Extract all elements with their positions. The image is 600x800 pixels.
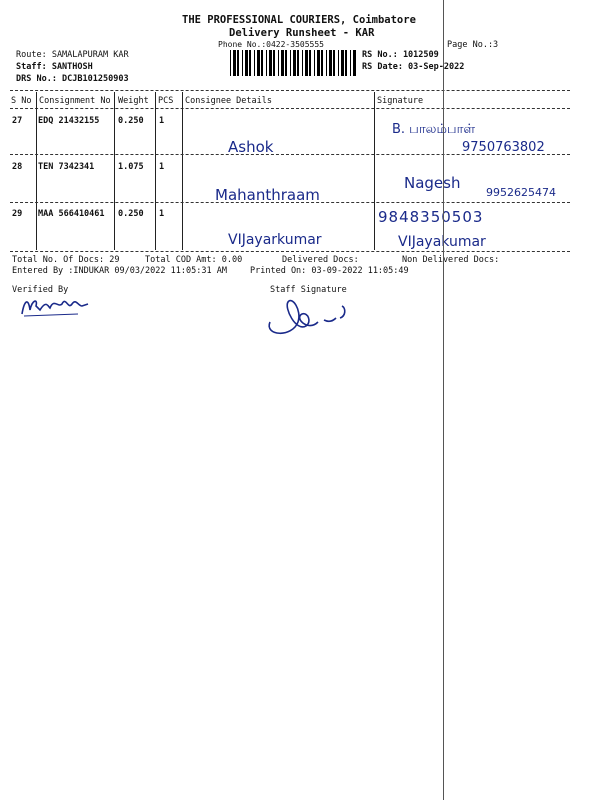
row-consignee-handwritten: VIJayarkumar [228,232,322,248]
page-number: Page No.:3 [447,40,499,50]
col-sep [182,92,183,250]
barcode-bar [230,50,231,76]
row-sno: 28 [12,162,23,172]
row-consignment: TEN 7342341 [38,162,95,172]
total-cod: Total COD Amt: 0.00 [145,255,243,265]
barcode-bar [317,50,320,76]
barcode-bar [314,50,315,76]
barcode-bar [269,50,272,76]
row-signature-line1: 9848350503 [378,208,484,226]
barcode-bar [353,50,356,76]
runsheet-subtitle: Delivery Runsheet - KAR [229,27,375,39]
route: Route: SAMALAPURAM KAR [16,50,129,60]
barcode-bar [290,50,291,76]
col-sep [36,92,37,250]
col-header-signature: Signature [377,96,424,106]
row-sno: 27 [12,116,23,126]
barcode-bar [233,50,236,76]
header-rule-top [10,90,570,91]
barcode-bar [293,50,296,76]
col-header-sno: S No [11,96,32,106]
barcode-bar [249,50,251,76]
col-sep [374,92,375,250]
verified-by-label: Verified By [12,285,69,295]
barcode-bar [261,50,263,76]
non-delivered-docs: Non Delivered Docs: [402,255,500,265]
staff-name: Staff: SANTHOSH [16,62,93,72]
barcode-bar [257,50,260,76]
table-rule-bottom [10,251,570,252]
phone-number: Phone No.:0422-3505555 [218,40,324,49]
entered-by: Entered By :INDUKAR 09/03/2022 11:05:31 AM [12,266,227,276]
rs-number: RS No.: 1012509 [362,50,439,60]
barcode-bar [341,50,344,76]
company-title: THE PROFESSIONAL COURIERS, Coimbatore [182,14,416,26]
barcode-bar [302,50,303,76]
barcode-bar [305,50,308,76]
row-pcs: 1 [159,162,165,172]
row-rule [10,154,570,155]
barcode-bar [350,50,351,76]
row-consignment: MAA 566410461 [38,209,105,219]
page-split-line [443,0,444,800]
header-rule-bottom [10,108,570,109]
delivered-docs: Delivered Docs: [282,255,359,265]
printed-on: Printed On: 03-09-2022 11:05:49 [250,266,409,276]
barcode-bar [297,50,299,76]
col-header-consignee: Consignee Details [185,96,272,106]
col-header-pcs: PCS [158,96,174,106]
staff-signature-label: Staff Signature [270,285,347,295]
col-sep [155,92,156,250]
barcode-bar [273,50,275,76]
total-docs: Total No. Of Docs: 29 [12,255,120,265]
barcode-bar [266,50,267,76]
barcode-bar [278,50,279,76]
barcode-bar [321,50,323,76]
row-pcs: 1 [159,116,165,126]
row-consignment: EDQ 21432155 [38,116,100,126]
col-header-weight: Weight [118,96,149,106]
row-weight: 0.250 [118,209,144,219]
drs-number: DRS No.: DCJB101250903 [16,74,129,84]
barcode-bar [281,50,284,76]
row-sno: 29 [12,209,23,219]
barcode-bar [329,50,332,76]
barcode-bar [285,50,287,76]
row-weight: 1.075 [118,162,144,172]
col-sep [114,92,115,250]
row-weight: 0.250 [118,116,144,126]
staff-signature [262,292,354,340]
barcode-bar [338,50,339,76]
row-rule [10,202,570,203]
col-header-consignment: Consignment No [39,96,111,106]
row-signature-line1: B. பாலம்பாள் [392,122,476,137]
row-signature-line2: VIJayakumar [398,234,486,250]
row-consignee-handwritten: Ashok [228,138,274,156]
barcode-bar [237,50,239,76]
verified-signature [18,292,98,322]
barcode-bar [309,50,311,76]
barcode-bar [254,50,255,76]
rs-date: RS Date: 03-Sep-2022 [362,62,465,72]
barcode-bar [333,50,335,76]
row-signature-line2: 9952625474 [486,186,556,199]
row-signature-line2: 9750763802 [462,140,545,155]
barcode-bar [245,50,248,76]
barcode-bar [242,50,243,76]
row-pcs: 1 [159,209,165,219]
barcode [230,50,358,76]
barcode-bar [326,50,327,76]
barcode-bar [345,50,347,76]
row-signature-line1: Nagesh [404,174,461,192]
row-consignee-handwritten: Mahanthraam [215,186,320,204]
